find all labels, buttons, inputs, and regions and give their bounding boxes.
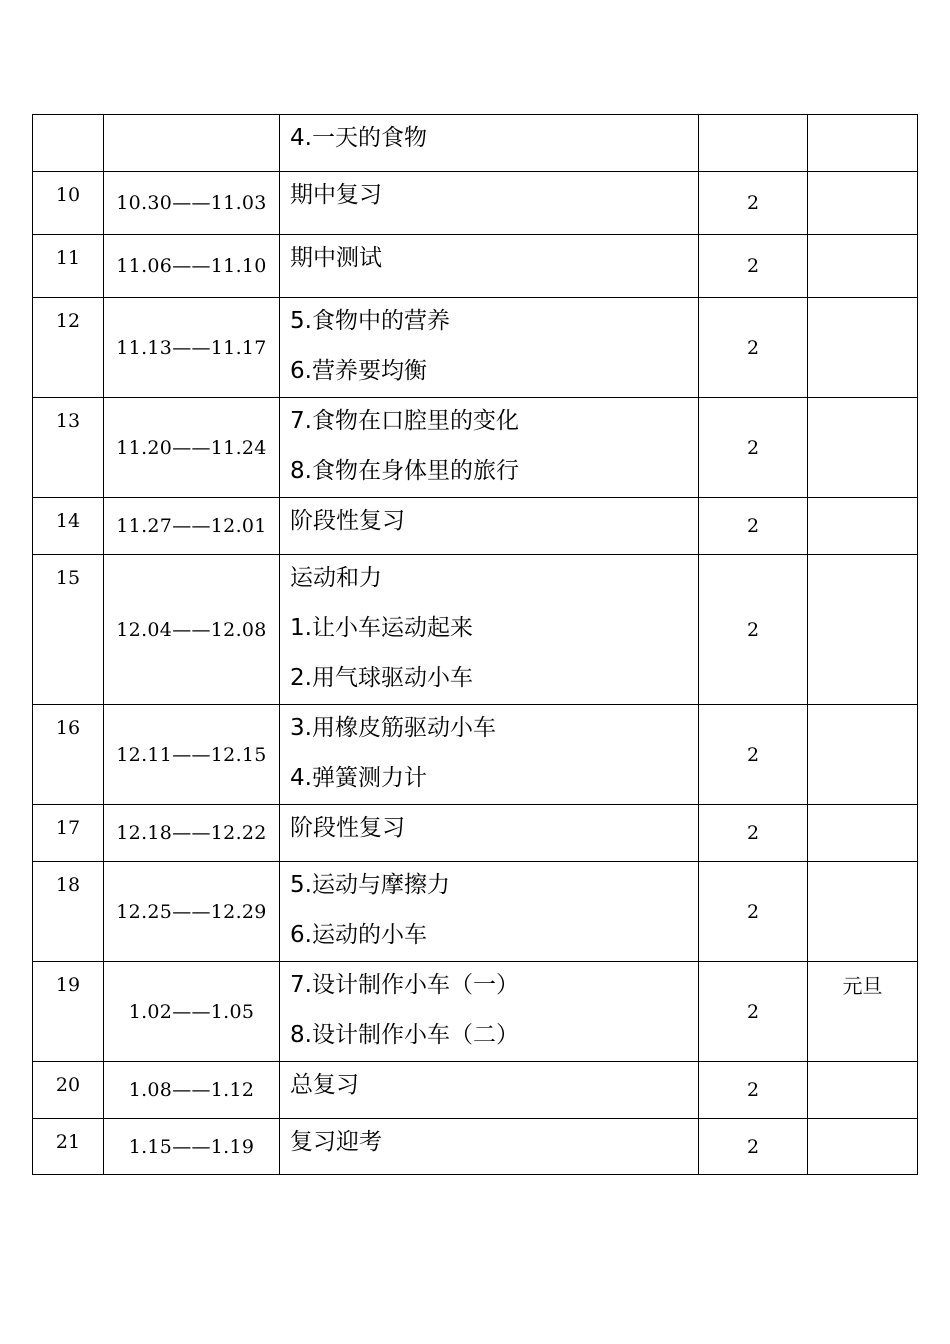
lesson-title: 7.食物在口腔里的变化 <box>290 408 519 434</box>
remark-cell: 元旦 <box>808 962 918 1062</box>
remark-cell <box>808 862 918 962</box>
table-row <box>33 705 918 805</box>
date-range-cell: 1.15——1.19 <box>104 1119 280 1175</box>
date-range-cell: 12.04——12.08 <box>104 555 280 705</box>
lesson-title: 2.用气球驱动小车 <box>290 665 473 691</box>
week-number-cell: 15 <box>33 555 104 705</box>
week-number-cell: 19 <box>33 962 104 1062</box>
remark-cell <box>808 1062 918 1119</box>
table-row <box>33 962 918 1062</box>
table-row <box>33 1062 918 1119</box>
date-range-cell: 11.13——11.17 <box>104 298 280 398</box>
remark-cell <box>808 235 918 298</box>
week-number-cell: 12 <box>33 298 104 398</box>
remark-cell <box>808 115 918 172</box>
week-number-cell: 14 <box>33 498 104 555</box>
week-number-cell: 10 <box>33 172 104 235</box>
date-range-cell: 12.18——12.22 <box>104 805 280 862</box>
date-range-cell: 1.08——1.12 <box>104 1062 280 1119</box>
lesson-title: 期中测试 <box>290 245 382 271</box>
lesson-content-cell <box>280 962 699 1062</box>
date-range-cell: 12.11——12.15 <box>104 705 280 805</box>
date-range-cell: 10.30——11.03 <box>104 172 280 235</box>
lesson-title: 总复习 <box>290 1072 359 1098</box>
teaching-schedule-table <box>32 114 918 1175</box>
week-number-cell: 20 <box>33 1062 104 1119</box>
week-number-cell: 16 <box>33 705 104 805</box>
remark-cell <box>808 298 918 398</box>
table-row <box>33 498 918 555</box>
table-row <box>33 555 918 705</box>
table-row <box>33 298 918 398</box>
week-number-cell: 13 <box>33 398 104 498</box>
class-hours-cell: 2 <box>699 235 808 298</box>
date-range-cell: 11.27——12.01 <box>104 498 280 555</box>
lesson-title: 阶段性复习 <box>290 508 405 534</box>
week-number-cell: 17 <box>33 805 104 862</box>
lesson-content-cell <box>280 298 699 398</box>
class-hours-cell: 2 <box>699 1062 808 1119</box>
lesson-content-cell <box>280 1119 699 1175</box>
lesson-title: 阶段性复习 <box>290 815 405 841</box>
lesson-title: 5.食物中的营养 <box>290 308 450 334</box>
date-range-cell: 11.20——11.24 <box>104 398 280 498</box>
class-hours-cell: 2 <box>699 805 808 862</box>
lesson-content-cell <box>280 705 699 805</box>
lesson-title: 运动和力 <box>290 565 382 591</box>
table-row <box>33 805 918 862</box>
lesson-title: 3.用橡皮筋驱动小车 <box>290 715 496 741</box>
date-range-cell: 11.06——11.10 <box>104 235 280 298</box>
table-row <box>33 172 918 235</box>
date-range-cell <box>104 115 280 172</box>
week-number-cell <box>33 115 104 172</box>
lesson-title: 8.设计制作小车（二） <box>290 1022 519 1048</box>
class-hours-cell: 2 <box>699 172 808 235</box>
class-hours-cell: 2 <box>699 705 808 805</box>
table-row <box>33 235 918 298</box>
lesson-content-cell <box>280 398 699 498</box>
lesson-title: 期中复习 <box>290 182 382 208</box>
lesson-title: 8.食物在身体里的旅行 <box>290 458 519 484</box>
table-row <box>33 115 918 172</box>
lesson-title: 5.运动与摩擦力 <box>290 872 450 898</box>
lesson-content-cell <box>280 862 699 962</box>
lesson-title: 6.营养要均衡 <box>290 358 427 384</box>
class-hours-cell: 2 <box>699 498 808 555</box>
lesson-content-cell <box>280 172 699 235</box>
remark-cell <box>808 805 918 862</box>
remark-cell <box>808 555 918 705</box>
class-hours-cell: 2 <box>699 555 808 705</box>
class-hours-cell: 2 <box>699 1119 808 1175</box>
schedule-body <box>33 115 918 1175</box>
lesson-content-cell <box>280 235 699 298</box>
table-row <box>33 862 918 962</box>
lesson-content-cell <box>280 805 699 862</box>
lesson-title: 6.运动的小车 <box>290 922 427 948</box>
week-number-cell: 11 <box>33 235 104 298</box>
date-range-cell: 12.25——12.29 <box>104 862 280 962</box>
remark-cell <box>808 1119 918 1175</box>
table-row <box>33 398 918 498</box>
lesson-content-cell <box>280 498 699 555</box>
lesson-content-cell <box>280 1062 699 1119</box>
lesson-content-cell <box>280 555 699 705</box>
class-hours-cell <box>699 115 808 172</box>
remark-cell <box>808 172 918 235</box>
lesson-content-cell <box>280 115 699 172</box>
remark-cell <box>808 398 918 498</box>
lesson-title: 复习迎考 <box>290 1129 382 1155</box>
class-hours-cell: 2 <box>699 962 808 1062</box>
class-hours-cell: 2 <box>699 398 808 498</box>
lesson-title: 4.弹簧测力计 <box>290 765 427 791</box>
date-range-cell: 1.02——1.05 <box>104 962 280 1062</box>
lesson-title: 7.设计制作小车（一） <box>290 972 519 998</box>
class-hours-cell: 2 <box>699 862 808 962</box>
remark-cell <box>808 498 918 555</box>
lesson-title: 1.让小车运动起来 <box>290 615 473 641</box>
class-hours-cell: 2 <box>699 298 808 398</box>
week-number-cell: 18 <box>33 862 104 962</box>
remark-cell <box>808 705 918 805</box>
lesson-title: 4.一天的食物 <box>290 125 427 151</box>
table-row <box>33 1119 918 1175</box>
week-number-cell: 21 <box>33 1119 104 1175</box>
